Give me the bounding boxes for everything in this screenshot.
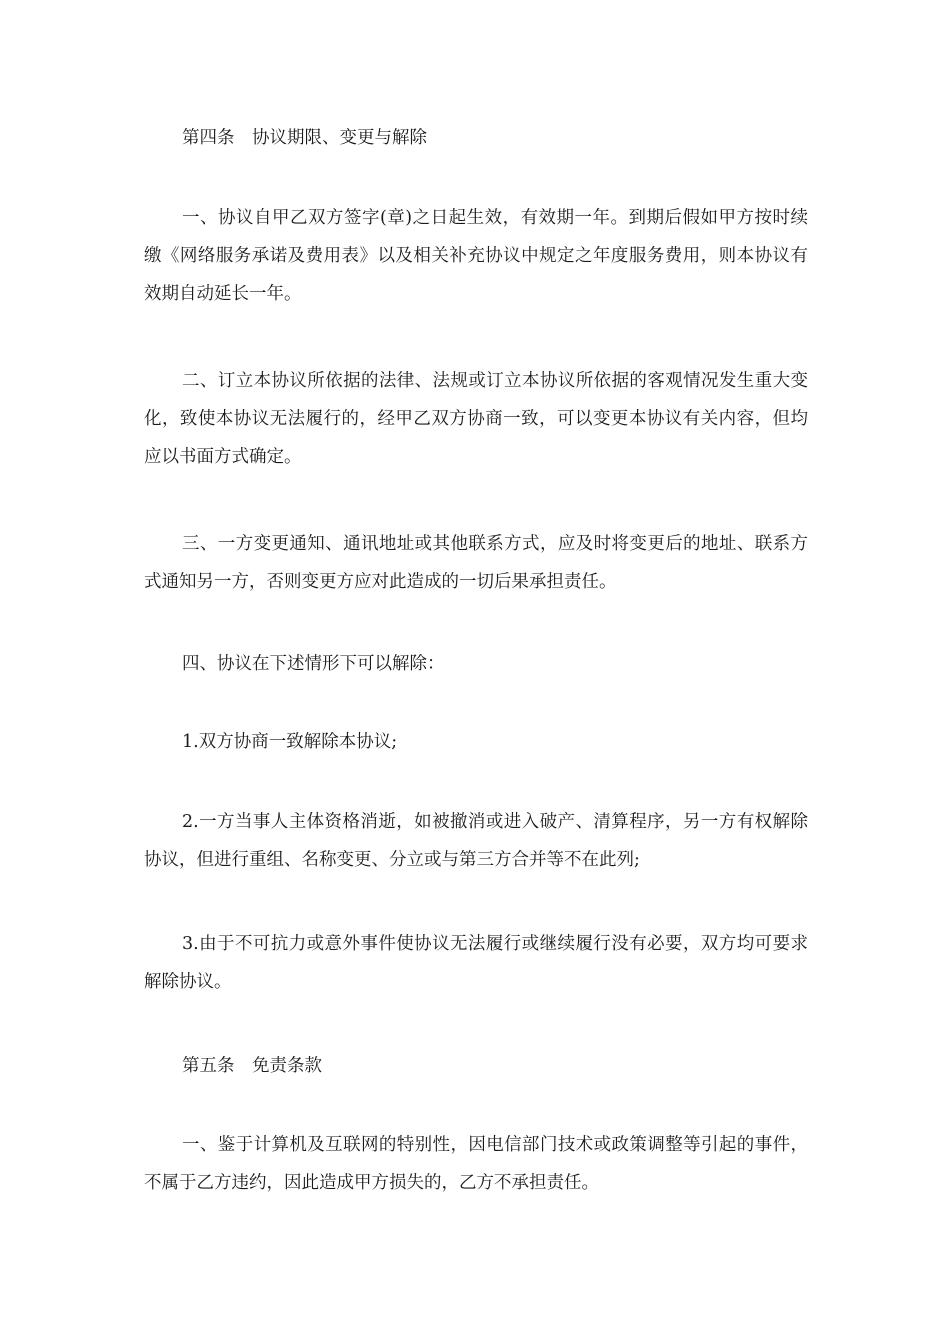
article4-paragraph-3: 三、一方变更通知、通讯地址或其他联系方式，应及时将变更后的地址、联系方式通知另一方，否则变更方应对此造成的一切后果承担责任。 [144, 534, 808, 592]
article4-paragraph-2: 二、订立本协议所依据的法律、法规或订立本协议所依据的客观情况发生重大变化，致使本协议无法履行的，经甲乙双方协商一致，可以变更本协议有关内容，但均应以书面方式确定。 [144, 371, 808, 467]
article5-heading: 第五条 免责条款 [182, 1056, 322, 1076]
article4-paragraph-1: 一、协议自甲乙双方签字(章)之日起生效，有效期一年。到期后假如甲方按时续缴《网络服务承诺及费用表》以及相关补充协议中规定之年度服务费用，则本协议有效期自动延长一年。 [144, 208, 808, 304]
article4-list-item-1: 1.双方协商一致解除本协议; [182, 732, 398, 752]
article4-list-item-3: 3.由于不可抗力或意外事件使协议无法履行或继续履行没有必要，双方均可要求解除协议。 [144, 934, 808, 992]
article5-paragraph-1: 一、鉴于计算机及互联网的特别性，因电信部门技术或政策调整等引起的事件，不属于乙方违约，因此造成甲方损失的，乙方不承担责任。 [144, 1135, 808, 1193]
article4-heading: 第四条 协议期限、变更与解除 [182, 128, 427, 148]
article4-paragraph-4: 四、协议在下述情形下可以解除： [182, 654, 445, 674]
article4-list-item-2: 2.一方当事人主体资格消逝，如被撤消或进入破产、清算程序，另一方有权解除协议，但进行重组、名称变更、分立或与第三方合并等不在此列; [144, 812, 808, 870]
